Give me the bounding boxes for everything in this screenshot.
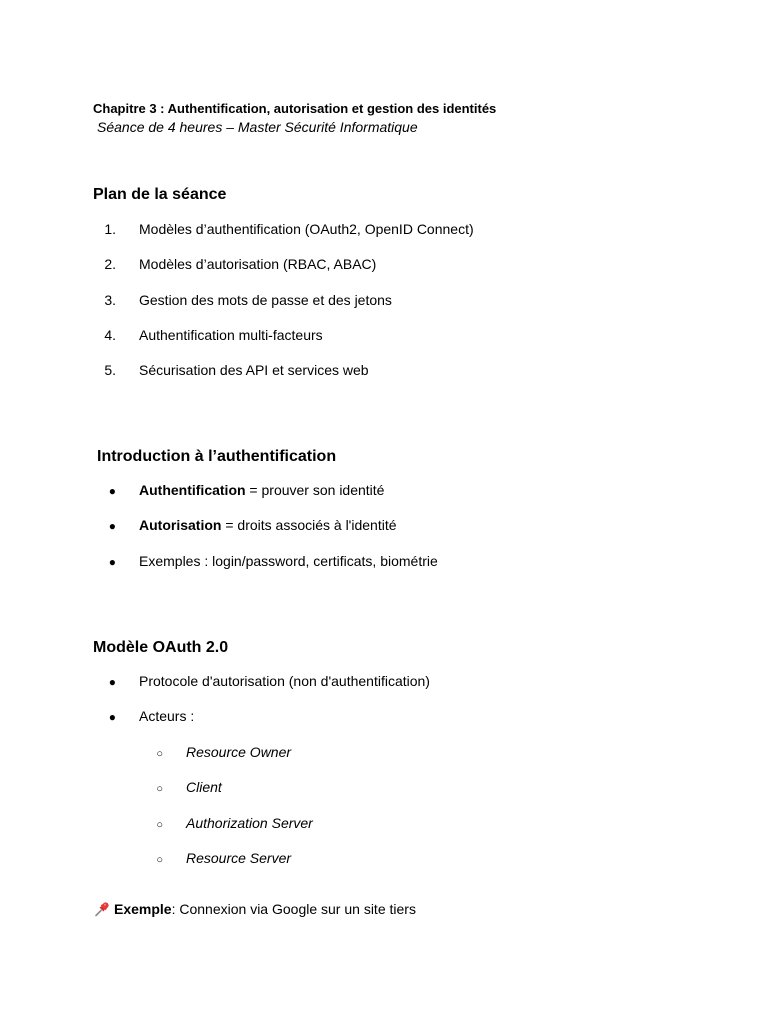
actor-name: Resource Server (186, 850, 292, 866)
term-authentification: Authentification (139, 482, 246, 498)
list-item-text: Sécurisation des API et services web (139, 362, 369, 378)
list-item-text: Exemples : login/password, certificats, biométrie (139, 553, 438, 569)
example-note (93, 900, 416, 918)
actor-list-item (139, 815, 313, 831)
term-definition: = prouver son identité (245, 482, 385, 498)
bullet-icon: ● (108, 484, 116, 498)
circle-bullet-icon: ○ (156, 783, 163, 795)
term-definition: = droits associés à l'identité (221, 517, 397, 533)
plan-list-item (92, 221, 474, 237)
list-item-text: Acteurs : (139, 708, 195, 724)
actor-list-item (139, 850, 291, 866)
list-item-text (139, 517, 397, 533)
intro-list-item (92, 517, 397, 533)
bullet-icon: ● (108, 675, 116, 689)
actor-list-item (139, 744, 291, 760)
bullet-icon: ● (108, 710, 116, 724)
bullet-icon: ● (108, 555, 116, 569)
list-item-text: Gestion des mots de passe et des jetons (139, 292, 392, 308)
actor-name: Resource Owner (186, 744, 292, 760)
plan-list-item (92, 256, 376, 272)
plan-list-item (92, 327, 323, 343)
list-item-text: Protocole d'autorisation (non d'authentification) (139, 673, 430, 689)
actor-list-item (139, 779, 222, 795)
oauth-heading: Modèle OAuth 2.0 (93, 639, 229, 656)
intro-heading: Introduction à l’authentification (97, 448, 337, 465)
pushpin-icon (93, 900, 111, 918)
intro-list-item (92, 482, 384, 498)
plan-list-item (92, 292, 392, 308)
bullet-icon: ● (108, 519, 116, 533)
list-item-text: Authentification multi-facteurs (139, 327, 323, 343)
list-number: 3. (104, 292, 116, 308)
intro-list-item (92, 553, 438, 569)
list-item-text (139, 482, 384, 498)
list-number: 2. (104, 256, 116, 272)
term-autorisation: Autorisation (139, 517, 222, 533)
example-label: Exemple (114, 901, 172, 917)
plan-heading: Plan de la séance (93, 186, 227, 203)
list-item-text: Modèles d’autorisation (RBAC, ABAC) (139, 256, 377, 272)
document-subtitle: Séance de 4 heures – Master Sécurité Informatique (97, 119, 418, 135)
oauth-list-item (92, 708, 194, 724)
actor-name: Authorization Server (186, 815, 313, 831)
circle-bullet-icon: ○ (156, 748, 163, 760)
document-title: Chapitre 3 : Authentification, autorisation et gestion des identités (93, 101, 497, 116)
list-number: 4. (104, 327, 116, 343)
oauth-list-item (92, 673, 430, 689)
circle-bullet-icon: ○ (156, 819, 163, 831)
circle-bullet-icon: ○ (156, 854, 163, 866)
list-item-text: Modèles d’authentification (OAuth2, OpenID Connect) (139, 221, 474, 237)
actor-name: Client (186, 779, 222, 795)
list-number: 5. (104, 362, 116, 378)
example-text: : Connexion via Google sur un site tiers (171, 901, 416, 917)
list-number: 1. (104, 221, 116, 237)
plan-list-item (92, 362, 369, 378)
